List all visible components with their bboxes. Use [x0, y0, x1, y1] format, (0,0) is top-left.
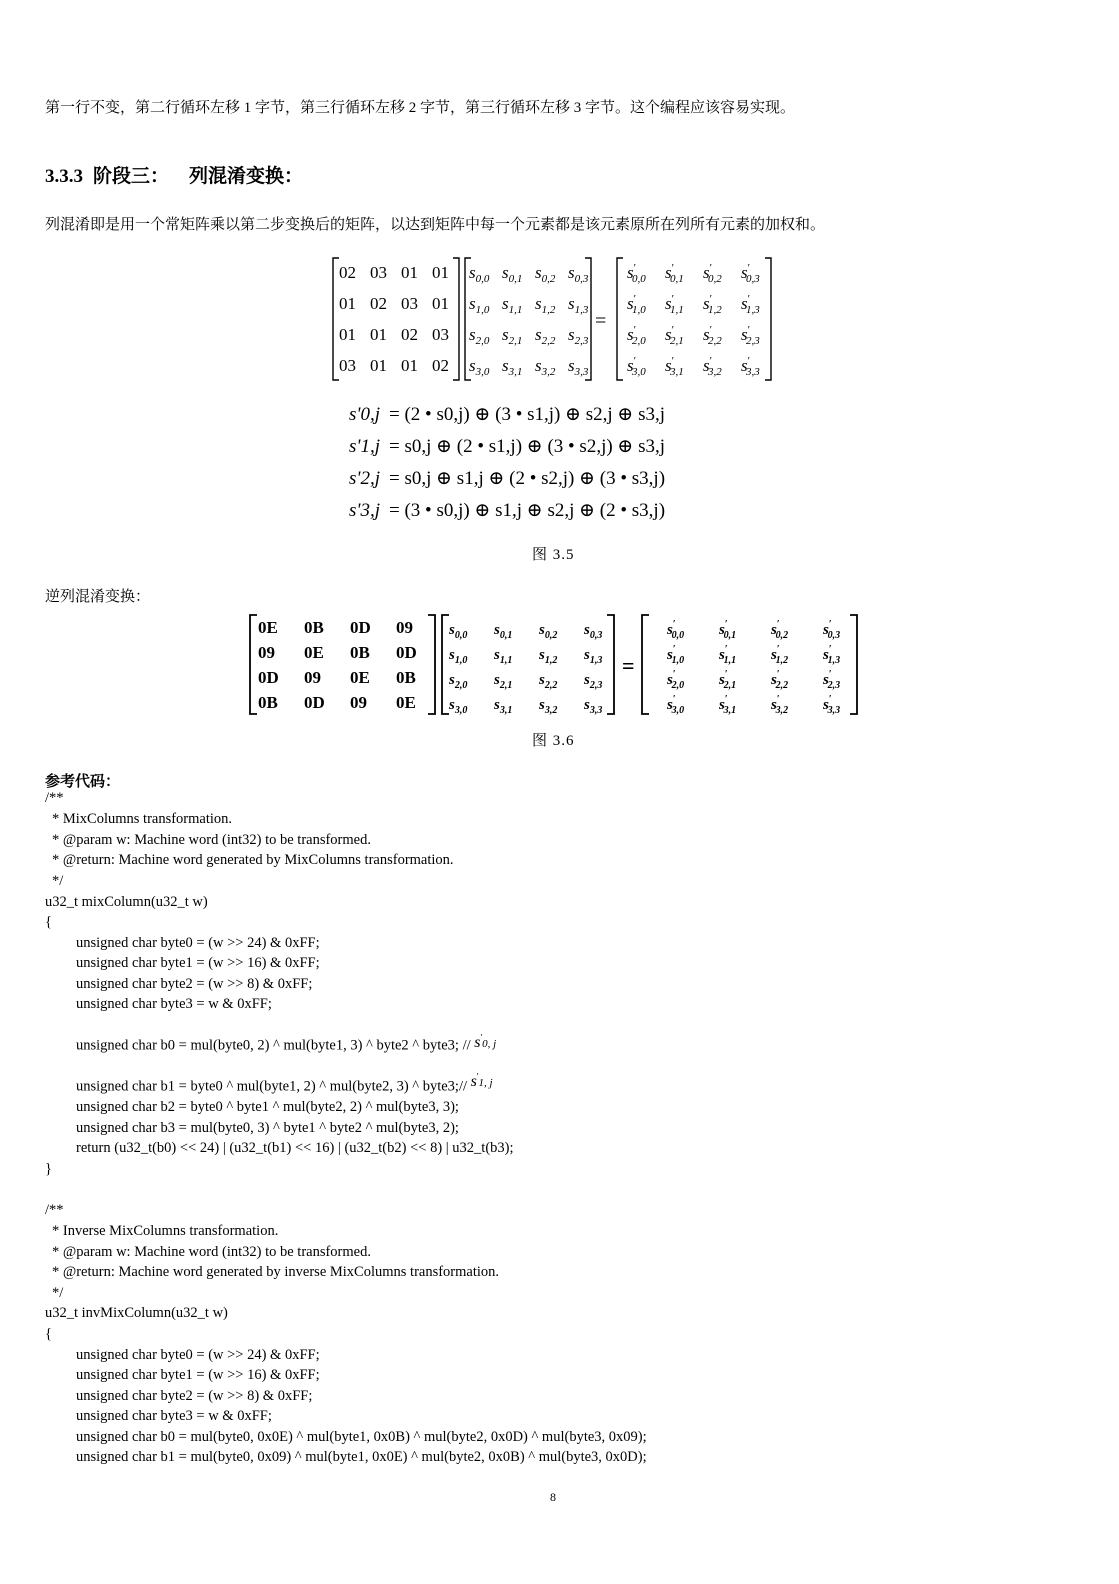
- state-cell: $s_{3,3}$: [568, 356, 589, 378]
- matrix-cell: 0E: [396, 693, 416, 712]
- result-cell: s′ 1,0: [667, 644, 685, 666]
- code-line: unsigned char byte0 = (w >> 24) & 0xFF;: [76, 935, 320, 951]
- matrix-cell: 0B: [258, 693, 278, 712]
- bracket: [850, 615, 857, 714]
- code-heading: 参考代码：: [45, 774, 121, 790]
- state-cell: $s_{1,2}$: [539, 647, 558, 666]
- state-cell: $s_{3,0}$: [469, 356, 490, 378]
- state-cell: $s_{1,2}$: [535, 294, 556, 316]
- state-cell: $s_{0,0}$: [469, 263, 490, 285]
- equation-rhs: = s0,j ⊕ (2 • s1,j) ⊕ (3 • s2,j) ⊕ s3,j: [389, 436, 666, 457]
- result-cell: s′ 0,0: [667, 619, 685, 641]
- state-cell: $s_{0,2}$: [539, 622, 558, 641]
- bracket: [442, 615, 449, 714]
- equation-lhs: s'1,j: [349, 436, 380, 457]
- result-cell: s′ 0,3: [823, 619, 841, 641]
- matrix-cell: 09: [396, 618, 413, 637]
- result-cell: s′ 1,1: [719, 644, 737, 666]
- intro-line: 第一行不变，第二行循环左移 1 字节，第三行循环左移 2 字节，第三行循环左移 3 字节。这个编程应该容易实现。: [45, 100, 796, 116]
- section-heading: [45, 161, 303, 188]
- matrix-cell: 0B: [350, 643, 370, 662]
- bracket: [607, 615, 614, 714]
- state-cell: $s_{0,3}$: [584, 622, 603, 641]
- state-cell: $s_{1,1}$: [502, 294, 523, 316]
- matrix-cell: 03: [370, 263, 387, 282]
- matrix-cell: 09: [304, 668, 321, 687]
- matrix-cell: 02: [370, 294, 387, 313]
- code-line: unsigned char byte0 = (w >> 24) & 0xFF;: [76, 1347, 320, 1363]
- matrix-cell: 0D: [304, 693, 325, 712]
- figure-3-6-caption: 图 3.6: [532, 733, 575, 749]
- matrix-cell: 01: [432, 294, 449, 313]
- matrix-cell: 01: [401, 263, 418, 282]
- result-cell: s′ 0,3: [741, 262, 760, 285]
- code-line: unsigned char byte3 = w & 0xFF;: [76, 1408, 272, 1424]
- code-line: [76, 1071, 493, 1098]
- code-line: }: [45, 1161, 52, 1177]
- result-cell: s′ 3,2: [703, 355, 722, 378]
- code-text: unsigned char b1 = byte0 ^ mul(byte1, 2) ^ mul(byte2, 3) ^ byte3;//: [76, 1078, 468, 1095]
- inverse-mixcolumns-matrix-figure: [243, 610, 868, 720]
- code-line: [76, 1030, 496, 1057]
- state-cell: $s_{2,2}$: [535, 325, 556, 347]
- matrix-cell: 01: [339, 325, 356, 344]
- matrix-cell: 09: [258, 643, 275, 662]
- result-cell: s′ 3,3: [741, 355, 760, 378]
- state-cell: $s_{0,3}$: [568, 263, 589, 285]
- s-prime-0j-symbol: s'0, j: [474, 1033, 497, 1052]
- state-cell: $s_{2,2}$: [539, 672, 558, 691]
- equals-sign: =: [595, 310, 607, 332]
- code-text: unsigned char b0 = mul(byte0, 2) ^ mul(byte1, 3) ^ byte2 ^ byte3; //: [76, 1037, 471, 1054]
- result-cell: s′ 3,3: [823, 694, 841, 716]
- matrix-cell: 01: [339, 294, 356, 313]
- code-line: unsigned char b0 = mul(byte0, 0x0E) ^ mul(byte1, 0x0B) ^ mul(byte2, 0x0D) ^ mul(byte3, 0x09);: [76, 1429, 647, 1445]
- result-cell: s′ 0,1: [719, 619, 737, 641]
- result-cell: s′ 0,1: [665, 262, 684, 285]
- state-cell: $s_{2,3}$: [568, 325, 589, 347]
- state-cell: $s_{1,3}$: [568, 294, 589, 316]
- matrix-cell: 03: [401, 294, 418, 313]
- state-cell: $s_{2,0}$: [469, 325, 490, 347]
- result-cell: s′ 2,2: [771, 669, 789, 691]
- code-line: unsigned char b2 = byte0 ^ byte1 ^ mul(byte2, 2) ^ mul(byte3, 3);: [76, 1099, 459, 1115]
- result-cell: s′ 1,3: [823, 644, 841, 666]
- state-cell: $s_{2,0}$: [449, 672, 468, 691]
- code-line: {: [45, 1326, 52, 1342]
- code-line: unsigned char b3 = mul(byte0, 3) ^ byte1 ^ byte2 ^ mul(byte3, 2);: [76, 1120, 459, 1136]
- matrix-cell: 0E: [258, 618, 278, 637]
- result-cell: s′ 0,2: [703, 262, 722, 285]
- state-cell: $s_{3,2}$: [535, 356, 556, 378]
- bracket: [617, 258, 623, 380]
- matrix-cell: 01: [370, 325, 387, 344]
- code-line: */: [52, 873, 64, 889]
- result-cell: s′ 2,0: [627, 324, 646, 347]
- code-line: * Inverse MixColumns transformation.: [52, 1223, 279, 1239]
- figure-3-5-caption: 图 3.5: [532, 547, 575, 563]
- code-line: /**: [45, 1202, 64, 1218]
- result-cell: s′ 2,3: [823, 669, 841, 691]
- equation-rhs: = s0,j ⊕ s1,j ⊕ (2 • s2,j) ⊕ (3 • s3,j): [389, 468, 666, 489]
- matrix-cell: 02: [432, 356, 449, 375]
- matrix-cell: 0B: [396, 668, 416, 687]
- equation-lhs: s'3,j: [349, 500, 380, 521]
- state-cell: $s_{1,3}$: [584, 647, 603, 666]
- equation-rhs: = (2 • s0,j) ⊕ (3 • s1,j) ⊕ s2,j ⊕ s3,j: [389, 404, 666, 425]
- result-cell: s′ 3,0: [667, 694, 685, 716]
- state-cell: $s_{1,0}$: [469, 294, 490, 316]
- code-line: */: [52, 1285, 64, 1301]
- code-line: unsigned char byte1 = (w >> 16) & 0xFF;: [76, 1367, 320, 1383]
- code-line: unsigned char byte2 = (w >> 8) & 0xFF;: [76, 1388, 313, 1404]
- result-cell: s′ 1,2: [703, 293, 722, 316]
- code-line: * @param w: Machine word (int32) to be transformed.: [52, 832, 371, 848]
- state-cell: $s_{1,1}$: [494, 647, 513, 666]
- state-cell: $s_{3,3}$: [584, 697, 603, 716]
- section-number: 3.3.3: [45, 166, 83, 187]
- equation-rhs: = (3 • s0,j) ⊕ s1,j ⊕ s2,j ⊕ (2 • s3,j): [389, 500, 666, 521]
- section-title-b: 列混淆变换：: [189, 166, 304, 187]
- section-title-a: 阶段三：: [93, 166, 170, 187]
- code-line: unsigned char byte3 = w & 0xFF;: [76, 996, 272, 1012]
- code-line: u32_t mixColumn(u32_t w): [45, 894, 208, 910]
- state-cell: $s_{1,0}$: [449, 647, 468, 666]
- state-cell: $s_{2,1}$: [494, 672, 513, 691]
- bracket: [765, 258, 771, 380]
- state-cell: $s_{3,1}$: [494, 697, 513, 716]
- state-cell: $s_{3,2}$: [539, 697, 558, 716]
- matrix-cell: 0E: [350, 668, 370, 687]
- matrix-cell: 0D: [396, 643, 417, 662]
- matrix-cell: 0B: [304, 618, 324, 637]
- result-cell: s′ 2,1: [665, 324, 684, 347]
- result-cell: s′ 1,2: [771, 644, 789, 666]
- matrix-cell: 03: [339, 356, 356, 375]
- page-number: 8: [550, 1490, 556, 1504]
- result-cell: s′ 0,2: [771, 619, 789, 641]
- description: 列混淆即是用一个常矩阵乘以第二步变换后的矩阵，以达到矩阵中每一个元素都是该元素原所在列所有元素的加权和。: [45, 217, 826, 233]
- state-cell: $s_{0,1}$: [502, 263, 523, 285]
- result-cell: s′ 1,1: [665, 293, 684, 316]
- matrix-cell: 02: [401, 325, 418, 344]
- mixcolumns-matrix-figure: [325, 252, 785, 387]
- matrix-cell: 0D: [258, 668, 279, 687]
- matrix-cell: 01: [370, 356, 387, 375]
- code-line: * @return: Machine word generated by MixColumns transformation.: [52, 852, 454, 868]
- matrix-cell: 01: [432, 263, 449, 282]
- s-prime-1j-symbol: s'1, j: [470, 1072, 493, 1091]
- result-cell: s′ 1,3: [741, 293, 760, 316]
- result-cell: s′ 2,0: [667, 669, 685, 691]
- result-cell: s′ 3,2: [771, 694, 789, 716]
- state-cell: $s_{0,2}$: [535, 263, 556, 285]
- result-cell: s′ 3,1: [665, 355, 684, 378]
- state-cell: $s_{3,0}$: [449, 697, 468, 716]
- equals-sign: =: [622, 653, 635, 678]
- code-line: * @param w: Machine word (int32) to be transformed.: [52, 1244, 371, 1260]
- code-line: unsigned char byte2 = (w >> 8) & 0xFF;: [76, 976, 313, 992]
- bracket: [250, 615, 257, 714]
- code-line: return (u32_t(b0) << 24) | (u32_t(b1) << 16) | (u32_t(b2) << 8) | u32_t(b3);: [76, 1140, 514, 1156]
- code-line: /**: [45, 790, 64, 806]
- state-cell: $s_{0,1}$: [494, 622, 513, 641]
- inverse-label: 逆列混淆变换：: [45, 589, 151, 605]
- matrix-cell: 01: [401, 356, 418, 375]
- bracket: [453, 258, 459, 380]
- matrix-cell: 03: [432, 325, 449, 344]
- state-cell: $s_{0,0}$: [449, 622, 468, 641]
- code-line: * @return: Machine word generated by inverse MixColumns transformation.: [52, 1264, 500, 1280]
- state-cell: $s_{3,1}$: [502, 356, 523, 378]
- equation-lhs: s'2,j: [349, 468, 380, 489]
- matrix-cell: 02: [339, 263, 356, 282]
- mixcolumns-equations: [345, 396, 675, 536]
- state-cell: $s_{2,1}$: [502, 325, 523, 347]
- result-cell: s′ 3,1: [719, 694, 737, 716]
- code-line: * MixColumns transformation.: [52, 811, 233, 827]
- result-cell: s′ 2,1: [719, 669, 737, 691]
- code-line: unsigned char byte1 = (w >> 16) & 0xFF;: [76, 955, 320, 971]
- matrix-cell: 0D: [350, 618, 371, 637]
- result-cell: s′ 1,0: [627, 293, 646, 316]
- state-cell: $s_{2,3}$: [584, 672, 603, 691]
- result-cell: s′ 0,0: [627, 262, 646, 285]
- matrix-cell: 0E: [304, 643, 324, 662]
- result-cell: s′ 2,3: [741, 324, 760, 347]
- matrix-cell: 09: [350, 693, 367, 712]
- equation-lhs: s'0,j: [349, 404, 380, 425]
- code-line: unsigned char b1 = mul(byte0, 0x09) ^ mul(byte1, 0x0E) ^ mul(byte2, 0x0B) ^ mul(byte3, 0x0D);: [76, 1449, 647, 1465]
- bracket: [428, 615, 435, 714]
- bracket: [642, 615, 649, 714]
- result-cell: s′ 2,2: [703, 324, 722, 347]
- result-cell: s′ 3,0: [627, 355, 646, 378]
- code-line: {: [45, 914, 52, 930]
- code-line: u32_t invMixColumn(u32_t w): [45, 1305, 228, 1321]
